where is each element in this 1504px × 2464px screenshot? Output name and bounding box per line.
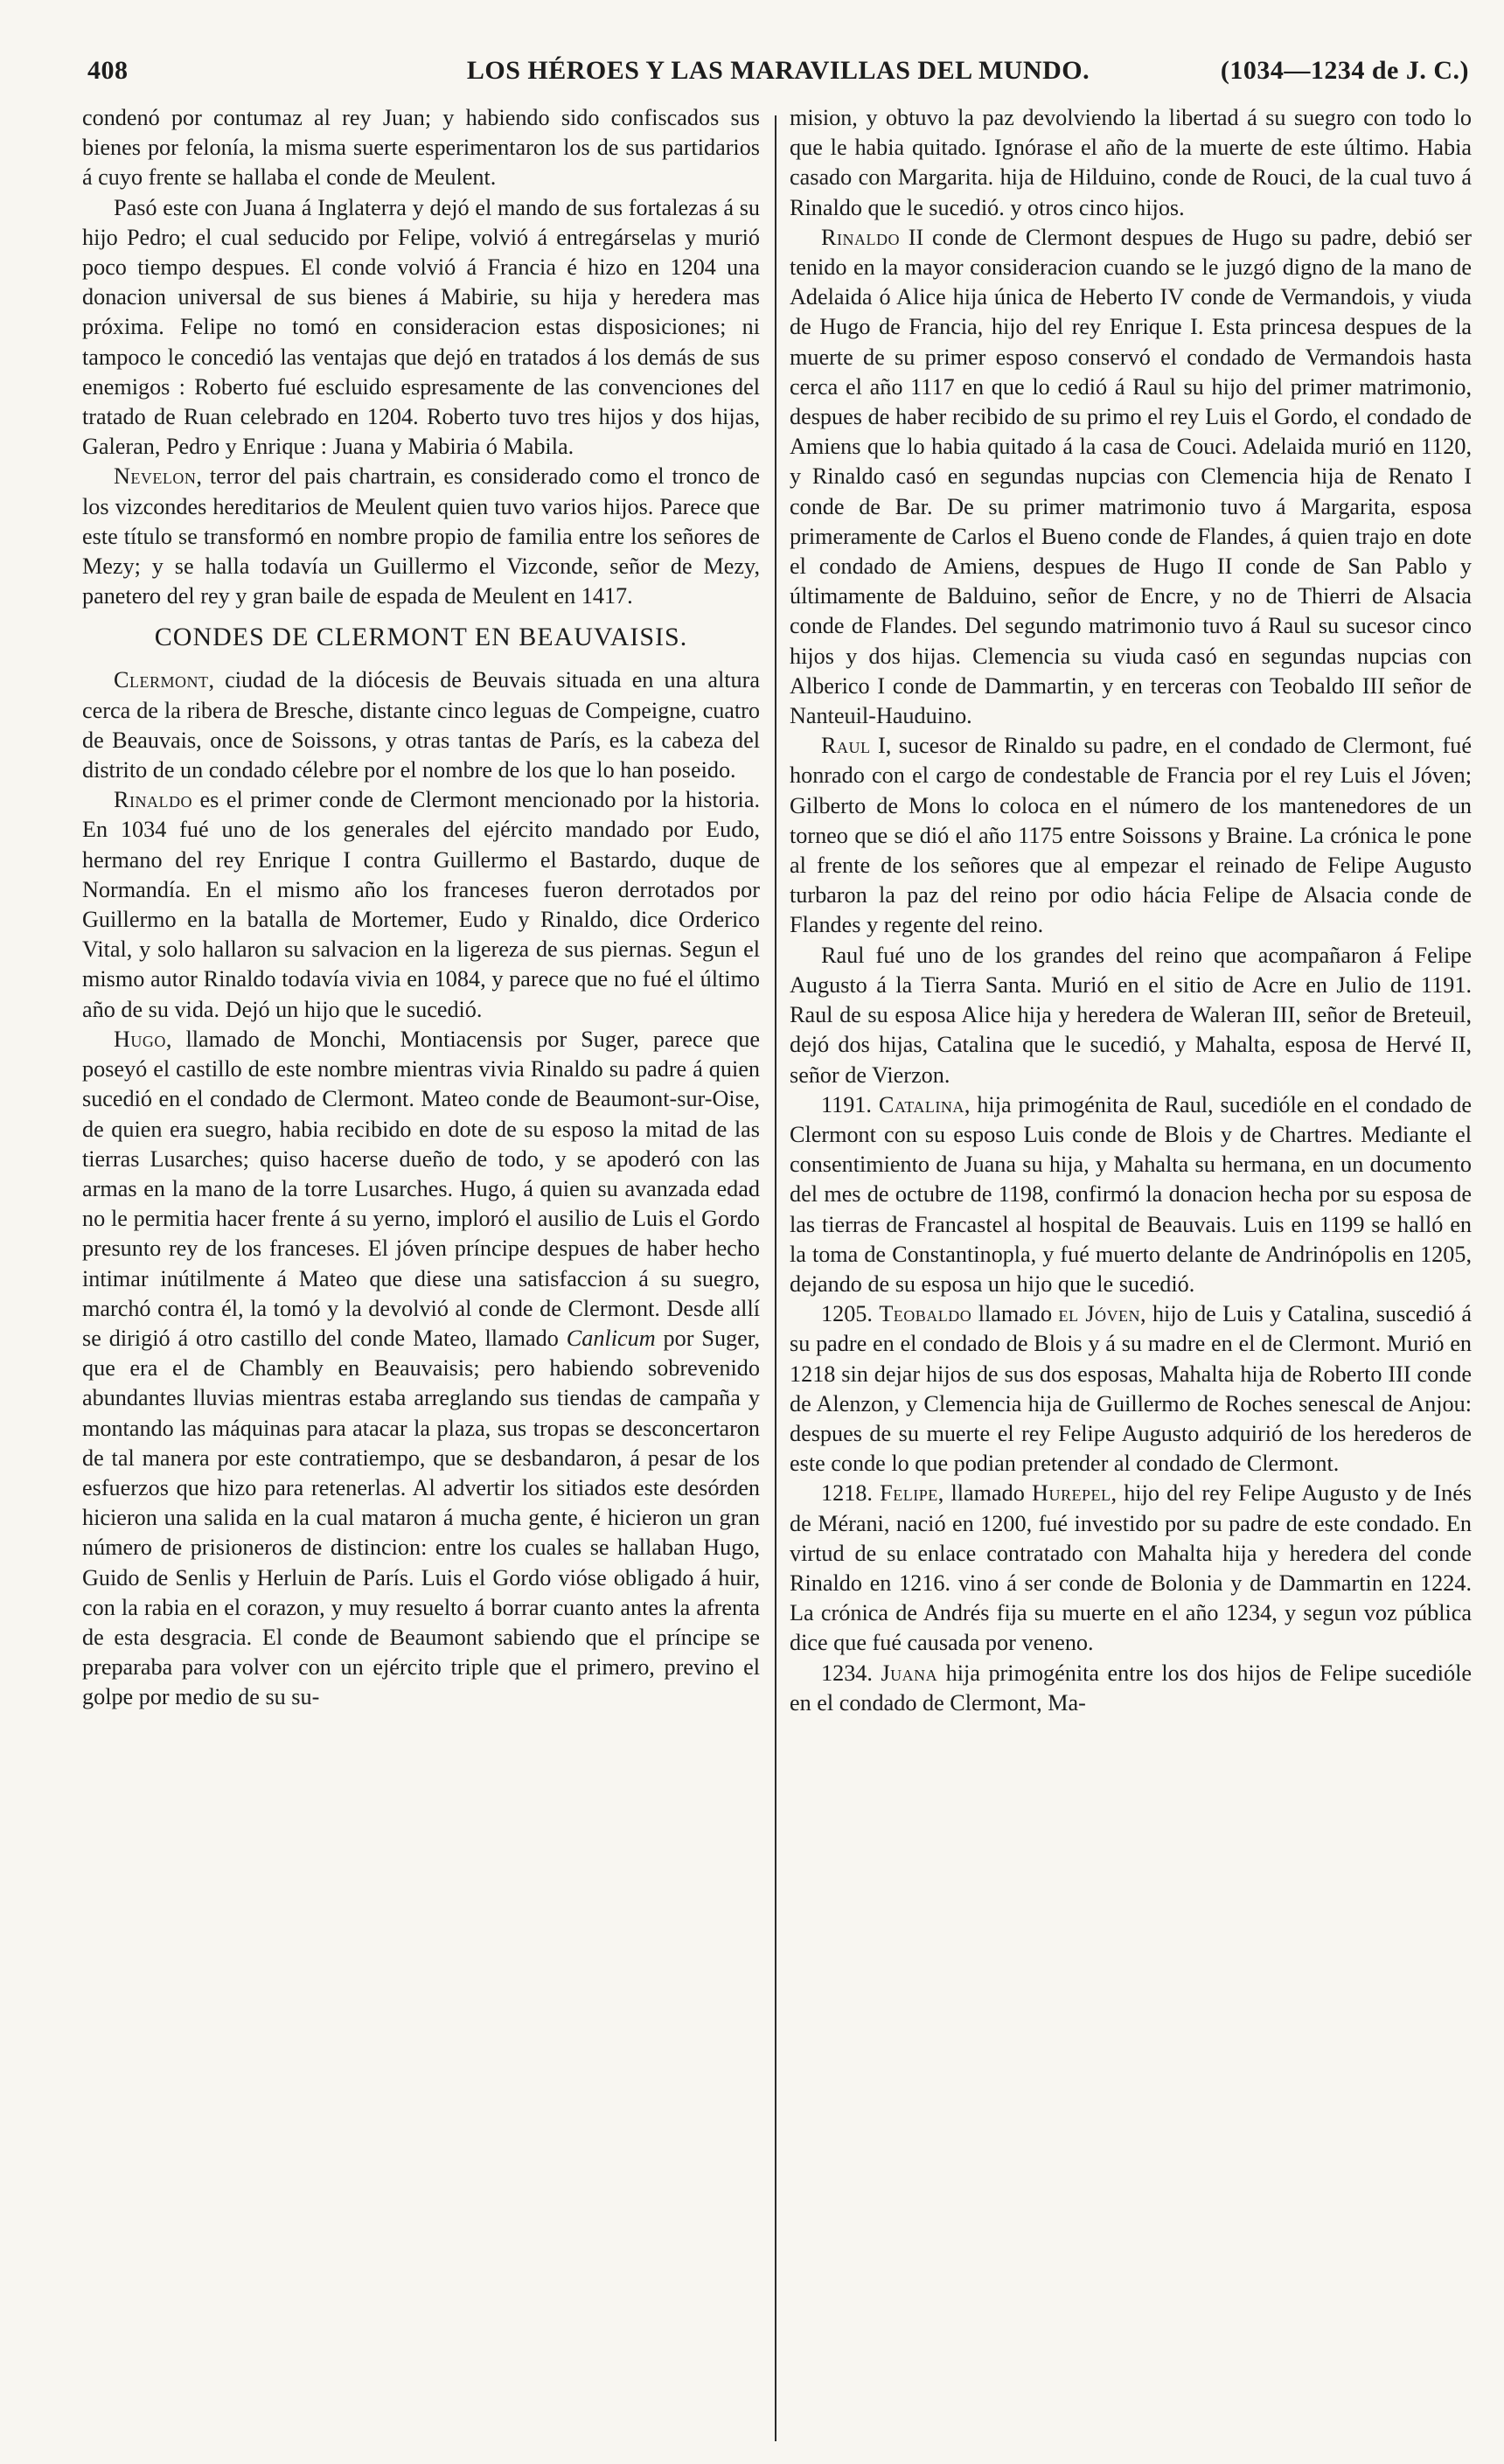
- paragraph-text: por Suger, que era el de Chambly en Beauvaisis; pero habiendo sobrevenido abundantes lluvias mientras estaba arreglando sus tiendas de campaña y montando las máquinas para atacar la plaza, sus tropas se desconcertaron de tal manera por este contratiempo, que se desbandaron, á pesar de los esfuerzos que hizo para retenerlas. Al advertir los sitiados este desórden hicieron una salida en la cual mataron á mucha gente, é hicieron un gran número de prisioneros de distincion: entre los cuales se hallaban Hugo, Guido de Senlis y Herluin de París. Luis el Gordo vióse obligado á huir, con la rabia en el corazon, y muy resuelto á borrar cuanto antes la afrenta de esta desgracia. El conde de Beaumont sabiendo que el príncipe se preparaba para volver con un ejército triple que el primero, previno el golpe por medio de su su-: [82, 1325, 760, 1710]
- left-column: [82, 103, 760, 2447]
- paragraph: Pasó este con Juana á Inglaterra y dejó el mando de sus fortalezas á su hijo Pedro; el cual seducido por Felipe, volvió á entregárselas y murió poco tiempo despues. El conde volvió á Francia é hizo en 1204 una donacion universal de sus bienes á Mabirie, su hija y heredera mas próxima. Felipe no tomó en consideracion estas disposiciones; ni tampoco le concedió las ventajas que dejó en tratados á los demás de sus enemigos : Roberto fué escluido espresamente de las convenciones del tratado de Ruan celebrado en 1204. Roberto tuvo tres hijos y dos hijas, Galeran, Pedro y Enrique : Juana y Mabiria ó Mabila.: [82, 194, 760, 460]
- running-head: [87, 56, 1469, 100]
- book-title: LOS HÉROES Y LAS MARAVILLAS DEL MUNDO.: [466, 56, 1090, 85]
- paragraph: [82, 665, 760, 785]
- paragraph-text: I, sucesor de Rinaldo su padre, en el condado de Clermont, fué honrado con el cargo de condestable de Francia por el rey Luis el Jóven; Gilberto de Mons lo coloca en el número de los mantenedores de un torneo que se dió el año 1175 entre Soissons y Braine. La crónica le pone al frente de los señores que al empezar el reinado de Felipe Augusto turbaron la paz del reino por odio hácia Felipe de Alsacia conde de Flandes y regente del reino.: [790, 733, 1472, 938]
- paragraph-text: , terror del pais chartrain, es considerado como el tronco de los vizcondes hereditarios de Meulent quien tuvo varios hijos. Parece que este título se transformó en nombre propio de familia entre los señores de Mezy; y se halla todavía un Guillermo el Vizconde, señor de Mezy, panetero del rey y gran baile de espada de Meulent en 1417.: [82, 463, 760, 609]
- paragraph: [790, 223, 1472, 731]
- right-column: [790, 103, 1472, 2447]
- page-number: 408: [87, 56, 129, 85]
- year: 1234.: [821, 1660, 873, 1686]
- paragraph: [82, 785, 760, 1025]
- paragraph: [82, 462, 760, 611]
- paragraph: condenó por contumaz al rey Juan; y habiendo sido confiscados sus bienes por felonía, la misma suerte esperimentaron los de sus partidarios á cuyo frente se hallaba el conde de Meulent.: [82, 105, 760, 191]
- paragraph-text: hija primogénita entre los dos hijos de Felipe sucedióle en el condado de Clermont, Ma-: [790, 1660, 1472, 1716]
- column-divider: [775, 115, 776, 2441]
- paragraph: Raul fué uno de los grandes del reino que acompañaron á Felipe Augusto á la Tierra Santa. Murió en el sitio de Acre en Julio de 1191. Raul de su esposa Alice hija y heredera de Waleran III, señor de Breteuil, dejó dos hijas, Catalina que le sucedió, y Mahalta, esposa de Hervé II, señor de Vierzon.: [790, 942, 1472, 1088]
- paragraph-text: , llamado: [937, 1480, 1033, 1507]
- paragraph: mision, y obtuvo la paz devolviendo la libertad á su suegro con todo lo que le habia quitado. Ignórase el año de la muerte de este último. Habia casado con Margarita. hija de Hilduino, conde de Rouci, de la cual tuvo á Rinaldo que le sucedió. y otros cinco hijos.: [790, 105, 1472, 220]
- person-name: Juana: [881, 1660, 938, 1686]
- paragraph-text: , ciudad de la diócesis de Beuvais situada en una altura cerca de la ribera de Bresche, distante cinco leguas de Compeigne, cuatro de Beauvais, once de Soissons, y otras tantas de París, es la cabeza del distrito de un condado célebre por el nombre de los que lo han poseido.: [82, 667, 760, 783]
- paragraph-text: es el primer conde de Clermont mencionado por la historia. En 1034 fué uno de los generales del ejército mandado por Eudo, hermano del rey Enrique I contra Guillermo el Bastardo, duque de Normandía. En el mismo año los franceses fueron derrotados por Guillermo en la batalla de Mortemer, Eudo y Rinaldo, dice Orderico Vital, y solo hallaron su salvacion en la ligereza de sus piernas. Segun el mismo autor Rinaldo todavía vivia en 1084, y parece que no fué el último año de su vida. Dejó un hijo que le sucedió.: [82, 787, 760, 1022]
- nickname: Hurepel: [1032, 1480, 1111, 1507]
- paragraph-text: , hijo de Luis y Catalina, suscedió á su padre en el condado de Blois y á su madre en el de Clermont. Murió en 1218 sin dejar hijos de sus dos esposas, Mahalta hija de Roberto III conde de Alenzon, y Clemencia hija de Guillermo de Roches senescal de Anjou: despues de su muerte el rey Felipe Augusto adquirió de los herederos de este conde lo que podian pretender al condado de Clermont.: [790, 1301, 1472, 1477]
- person-name: Hugo: [114, 1026, 166, 1052]
- year: 1191.: [821, 1091, 872, 1117]
- place-name: Clermont: [114, 667, 209, 693]
- paragraph-text: , llamado de Monchi, Montiacensis por Suger, parece que poseyó el castillo de este nombre mientras vivia Rinaldo su padre á quien sucedió en el condado de Clermont. Mateo conde de Beaumont-sur-Oise, de quien era suegro, habia recibido en dote de su esposo la mitad de las tierras Lusarches; quiso hacerse dueño de todo, y se apoderó con las armas en la mano de la torre Lusarches. Hugo, á quien su avanzada edad no le permitia hacer frente á su yerno, imploró el ausilio de Luis el Gordo presunto rey de los franceses. El jóven príncipe despues de haber hecho intimar inútilmente á Mateo que diese una satisfaccion á su suegro, marchó contra él, la tomó y la devolvió al conde de Clermont. Desde allí se dirigió á otro castillo del conde Mateo, llamado: [82, 1026, 760, 1351]
- paragraph: [790, 1299, 1472, 1479]
- year: 1218.: [821, 1480, 873, 1507]
- paragraph: [790, 731, 1472, 940]
- person-name: Catalina: [878, 1091, 964, 1117]
- person-name: Rinaldo: [114, 787, 192, 813]
- person-name: Teobaldo: [879, 1301, 972, 1327]
- paragraph: [790, 1479, 1472, 1658]
- paragraph-text: llamado: [971, 1301, 1059, 1327]
- date-range: (1034—1234 de J. C.): [1220, 56, 1469, 85]
- italic-term: Canlicum: [566, 1325, 656, 1351]
- person-name: Nevelon: [114, 463, 197, 490]
- paragraph: [790, 1659, 1472, 1718]
- person-name: Raul: [821, 733, 871, 759]
- paragraph: [82, 1025, 760, 1713]
- person-name: Rinaldo: [821, 224, 900, 250]
- year: 1205.: [821, 1301, 873, 1327]
- section-title: CONDES DE CLERMONT EN BEAUVAISIS.: [154, 623, 688, 652]
- paragraph-text: , hija primogénita de Raul, sucedióle en el condado de Clermont con su esposo Luis conde de Blois y de Chartres. Mediante el consentimiento de Juana su hija, y Mahalta su hermana, en un documento del mes de octubre de 1198, confirmó la donacion hecha por su esposa de las tierras de Francastel al hospital de Beauvais. Luis en 1199 se halló en la toma de Constantinopla, y fué muerto delante de Andrinópolis en 1205, dejando de su esposa un hijo que le sucedió.: [790, 1091, 1472, 1297]
- nickname: el Jóven: [1058, 1301, 1141, 1327]
- person-name: Felipe: [880, 1480, 938, 1507]
- paragraph: [790, 1090, 1472, 1299]
- paragraph-text: II conde de Clermont despues de Hugo su padre, debió ser tenido en la mayor consideracion cuando se le juzgó digno de la mano de Adelaida ó Alice hija única de Heberto IV conde de Vermandois, y viuda de Hugo de Francia, hijo del rey Enrique I. Esta princesa despues de la muerte de su primer esposo conservó el condado de Vermandois hasta cerca el año 1117 en que lo cedió á Raul su hijo del primer matrimonio, despues de haber recibido de su primo el rey Luis el Gordo, el condado de Amiens que lo habia quitado á la casa de Couci. Adelaida murió en 1120, y Rinaldo casó en segundas nupcias con Clemencia hija de Renato I conde de Bar. De su primer matrimonio tuvo á Margarita, esposa primeramente de Carlos el Bueno conde de Flandes, á quien trajo en dote el condado de Amiens, despues de Hugo II conde de San Pablo y últimamente de Balduino, señor de Encre, y no de Thierri de Alsacia conde de Flandes. Del segundo matrimonio tuvo á Raul su sucesor cinco hijos y dos hijas. Clemencia su viuda casó en segundas nupcias con Alberico I conde de Dammartin, y en terceras con Teobaldo III señor de Nanteuil-Hauduino.: [790, 224, 1472, 729]
- paragraph-text: , hijo del rey Felipe Augusto y de Inés de Mérani, nació en 1200, fué investido por su padre de este condado. En virtud de su enlace contratado con Mahalta hija y heredera del conde Rinaldo en 1216. vino á ser conde de Bolonia y de Dammartin en 1224. La crónica de Andrés fija su muerte en el año 1234, y segun voz pública dice que fué causada por veneno.: [790, 1480, 1472, 1656]
